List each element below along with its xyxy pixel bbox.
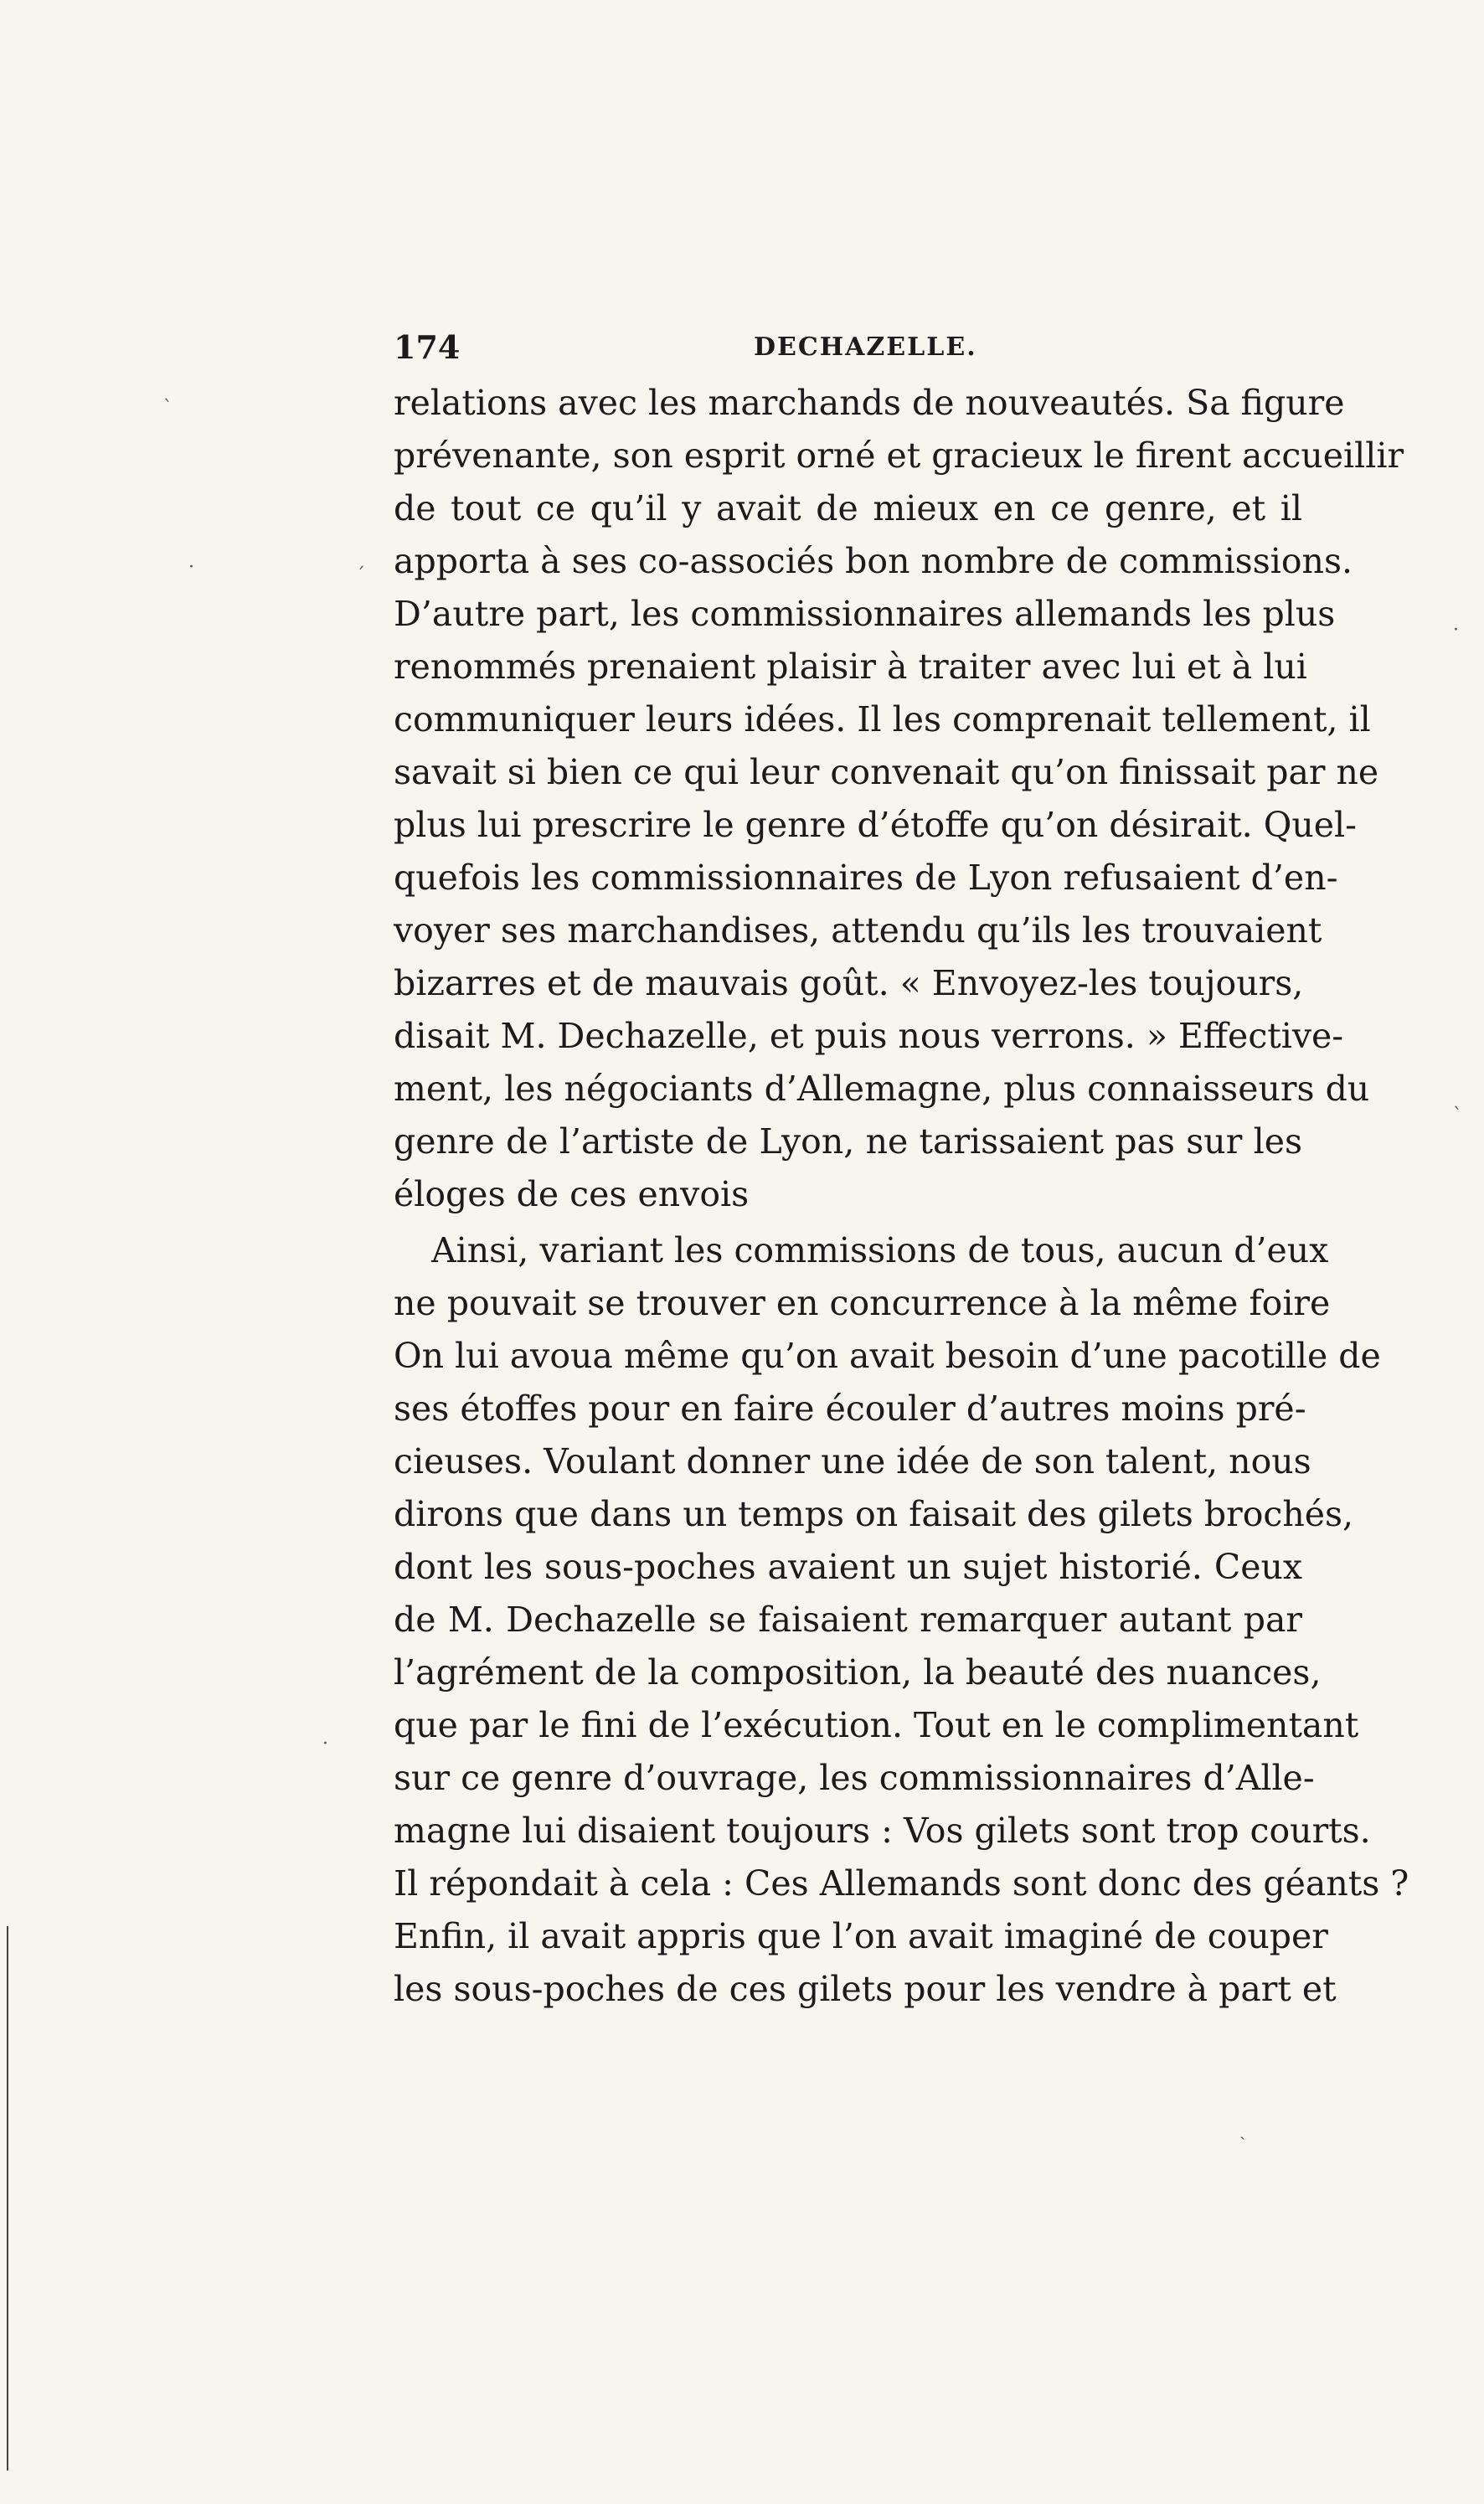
paragraph-2 <box>394 1224 1409 2016</box>
text-line: dont les sous-poches avaient un sujet historié. Ceux <box>394 1547 1302 1587</box>
text-line: disait M. Dechazelle, et puis nous verrons. » Effective- <box>394 1016 1344 1056</box>
text-line: relations avec les marchands de nouveautés. Sa figure <box>394 383 1345 423</box>
text-line: communiquer leurs idées. Il les comprenait tellement, il <box>394 699 1371 739</box>
text-line: Enfin, il avait appris que l’on avait imaginé de couper <box>394 1916 1328 1956</box>
scan-speck: · <box>188 557 194 578</box>
text-line: ne pouvait se trouver en concurrence à la même foire <box>394 1283 1331 1323</box>
page-number: 174 <box>394 328 461 366</box>
text-line: de tout ce qu’il y avait de mieux en ce genre, et il <box>394 488 1302 528</box>
text-line: plus lui prescrire le genre d’étoffe qu’on désirait. Quel- <box>394 805 1357 845</box>
scan-speck: ˏ <box>1239 2120 1246 2141</box>
scan-speck: ˋ <box>1453 1105 1462 1126</box>
text-line: que par le fini de l’exécution. Tout en le complimentant <box>394 1705 1359 1745</box>
text-line: savait si bien ce qui leur convenait qu’on finissait par ne <box>394 752 1379 792</box>
page-header <box>394 322 1302 373</box>
scan-speck: ˊ <box>356 565 365 586</box>
text-line: voyer ses marchandises, attendu qu’ils les trouvaient <box>394 910 1322 951</box>
text-line: ment, les négociants d’Allemagne, plus connaisseurs du <box>394 1069 1370 1109</box>
text-line: genre de l’artiste de Lyon, ne tarissaient pas sur les <box>394 1121 1302 1162</box>
text-line: quefois les commissionnaires de Lyon refusaient d’en- <box>394 858 1338 898</box>
text-line: éloges de ces envois <box>394 1174 750 1214</box>
text-line: de M. Dechazelle se faisaient remarquer autant par <box>394 1600 1302 1640</box>
text-line: dirons que dans un temps on faisait des gilets brochés, <box>394 1494 1354 1534</box>
text-line: prévenante, son esprit orné et gracieux le firent accueillir <box>394 435 1404 476</box>
text-line: cieuses. Voulant donner une idée de son talent, nous <box>394 1441 1311 1481</box>
scan-edge-line <box>7 1926 8 2471</box>
text-line: Ainsi, variant les commissions de tous, aucun d’eux <box>431 1230 1329 1270</box>
scan-speck: · <box>1453 620 1459 641</box>
text-line: magne lui disaient toujours : Vos gilets sont trop courts. <box>394 1811 1371 1851</box>
text-line: On lui avoua même qu’on avait besoin d’une pacotille de <box>394 1336 1381 1376</box>
scan-speck: ˋ <box>163 398 173 419</box>
scan-speck: · <box>322 1734 328 1754</box>
paragraph-1 <box>394 377 1404 1221</box>
text-line: bizarres et de mauvais goût. « Envoyez-les toujours, <box>394 963 1304 1003</box>
text-line: ses étoffes pour en faire écouler d’autres moins pré- <box>394 1389 1306 1429</box>
running-head: DECHAZELLE. <box>754 332 977 362</box>
text-line: sur ce genre d’ouvrage, les commissionnaires d’Alle- <box>394 1758 1315 1798</box>
text-line: D’autre part, les commissionnaires allemands les plus <box>394 594 1336 634</box>
text-line: renommés prenaient plaisir à traiter avec lui et à lui <box>394 647 1307 687</box>
body-text <box>394 377 1409 2016</box>
text-line: les sous-poches de ces gilets pour les vendre à part et <box>394 1969 1337 2009</box>
text-line: l’agrément de la composition, la beauté des nuances, <box>394 1652 1322 1693</box>
text-line: apporta à ses co-associés bon nombre de commissions. <box>394 541 1353 581</box>
text-line: Il répondait à cela : Ces Allemands sont donc des géants ? <box>394 1863 1409 1904</box>
